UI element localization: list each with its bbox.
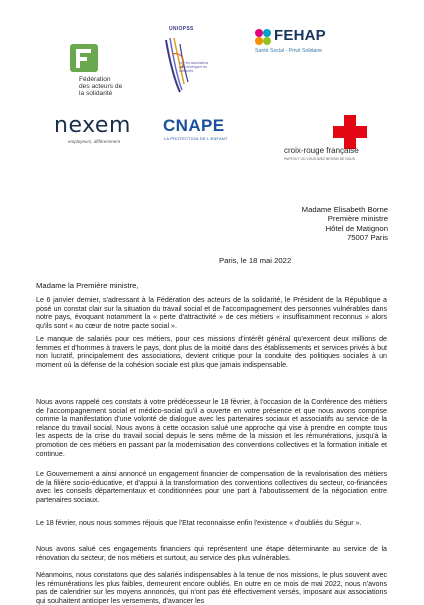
letter-date: Paris, le 18 mai 2022 [219, 256, 292, 265]
paragraph-5: Le 18 février, nous nous sommes réjouis que l'Etat reconnaisse enfin l'existence « d'oubliés du Ségur ». [36, 519, 362, 527]
addressee-city: 75007 Paris [346, 233, 388, 243]
addressee-name: Madame Elisabeth Borne [301, 205, 388, 214]
paragraph-1: Le 6 janvier dernier, s'adressant à la Fédération des acteurs de la solidarité, le Président de la République a posé un constat clair sur la situation du travail social et de l'accompagnement des personnes vulnérables dans notre pays, évoquant notamment la « perte d'attractivité » de ces métiers « insuffisamment reconnus » alors qu'ils sont « au cœur de notre pacte social ». [36, 296, 387, 330]
fas-logo-text [79, 76, 139, 98]
croix-rouge-logo-name: croix-rouge française [284, 146, 359, 155]
cnape-logo-tagline: LA PROTECTION DE L'ENFANT [164, 136, 228, 141]
paragraph-7: Néanmoins, nous constatons que des salariés indispensables à la tenue de nos missions, le plus souvent avec les rémunérations les plus faibles, demeurent encore oubliés. En outre en ce mois de mai 2022, nous n'avons pas de calendrier sur les moyens annoncés, qui n'ont pas été effectivement versés, imposant aux associations qui souhaitent anticiper les versements, d'avancer les [36, 571, 387, 605]
fas-name-line3: la solidarité [79, 90, 113, 98]
fehap-logo-tagline: Santé Social - Privé Solidaire [255, 48, 323, 54]
nexem-logo-name: nexem [54, 113, 131, 138]
fas-logo-icon [70, 44, 98, 72]
nexem-logo-tagline: employeurs, différemment [68, 139, 121, 144]
paragraph-2: Le manque de salariés pour ces métiers, pour ces missions d'intérêt général qu'exercent deux millions de femmes et d'hommes à travers le pays, dont plus de la moitié dans des établissements et services privés à but non lucratif, principalement des associations, devient critique pour la conduite des politiques sociales à un moment où la défense de la cohésion sociale est plus que jamais indispensable. [36, 335, 387, 369]
fehap-logo-name: FEHAP [274, 27, 326, 44]
paragraph-3: Nous avons rappelé ces constats à votre prédécesseur le 18 février, à l'occasion de la Conférence des métiers de l'accompagnement social et médico-social qu'il a ouverte en votre présence et que nous avons comprise comme la manifestation d'une volonté de dialogue avec les partenaires sociaux et associatifs au service de la relance du travail social. Nous avons à cette occasion salué une approche qui vise à prendre en compte tous les aspects de la crise du travail social depuis le sens même de la mission et les rémunérations, jusqu'à la promotion de ces métiers en passant par la modernisation des conventions collectives et la formation initiale et continue. [36, 398, 387, 458]
uniopss-logo-label: UNIOPSS [169, 26, 194, 32]
paragraph-6: Nous avons salué ces engagements financiers qui représentent une étape déterminante au service de la rénovation du secteur, de nos métiers et surtout, au service des plus vulnérables. [36, 545, 387, 562]
fehap-logo-icon [254, 28, 272, 46]
cnape-logo-name: CNAPE [163, 116, 225, 135]
fas-name-line1: Fédération [79, 76, 111, 83]
croix-rouge-logo-tagline: PARTOUT OÙ VOUS AVEZ BESOIN DE NOUS [284, 157, 356, 161]
addressee-title: Première ministre [327, 214, 388, 224]
addressee-building: Hôtel de Matignon [325, 223, 388, 233]
letter-salutation: Madame la Première ministre, [36, 281, 139, 290]
fas-name-line2: des acteurs de [79, 83, 123, 91]
paragraph-4: Le Gouvernement a ainsi annoncé un engagement financier de compensation de la revalorisation des métiers de la filière socio-éducative, et d'appui à la transformation des conventions collectives du secteur, co-financées avec les conseils départementaux et conditionnées pour une part à l'aboutissement de la négociation entre partenaires sociaux. [36, 470, 387, 504]
uniopss-logo-tagline: Unir les associations pour développer les solidarités [179, 61, 209, 74]
red-cross-icon [333, 115, 367, 149]
addressee-block [302, 205, 388, 243]
